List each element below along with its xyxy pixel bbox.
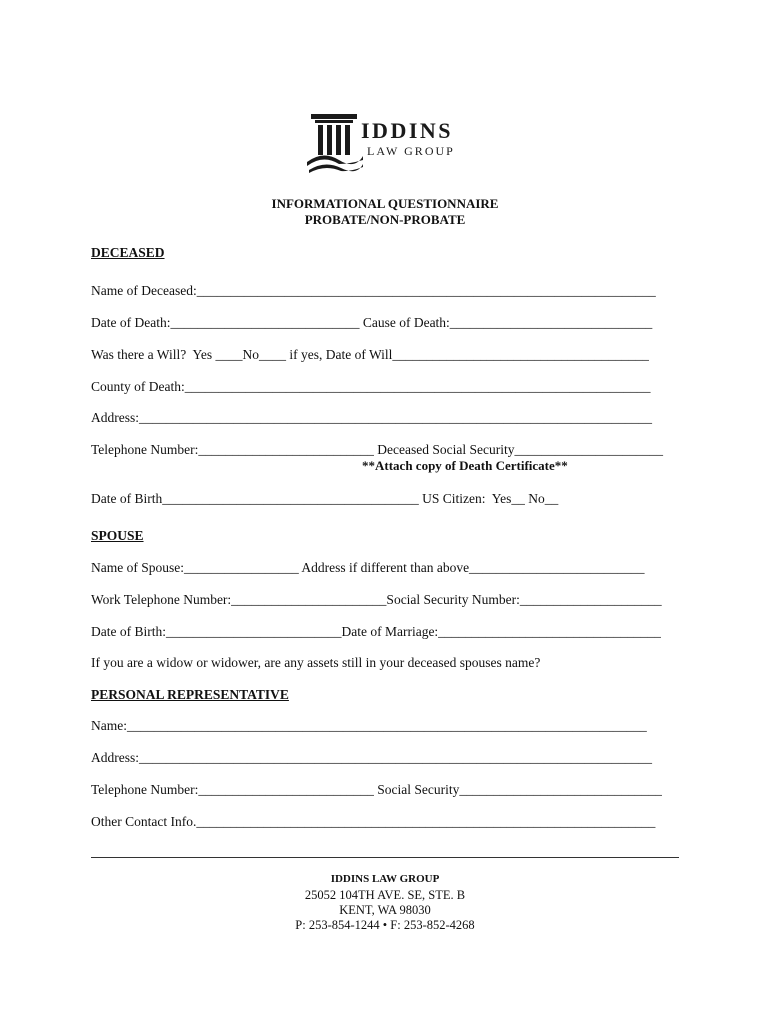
spouse-name-address-field[interactable]: Name of Spouse:_________________ Address if different than above__________________________: [91, 560, 645, 575]
footer-street: 25052 104TH AVE. SE, STE. B: [304, 888, 466, 902]
footer-city: KENT, WA 98030: [339, 903, 431, 917]
deceased-address-field[interactable]: Address:____________________________________________________________________________: [91, 410, 652, 425]
section-spouse-heading: SPOUSE: [91, 528, 144, 543]
attach-certificate-note: **Attach copy of Death Certificate**: [362, 458, 568, 473]
footer-firm-name: IDDINS LAW GROUP: [330, 873, 440, 885]
death-date-cause-field[interactable]: Date of Death:____________________________ Cause of Death:______________________________: [91, 315, 653, 330]
pillar-logo-icon: [305, 110, 365, 180]
logo: [305, 110, 475, 180]
rep-name-field[interactable]: Name:_____________________________________________________________________________: [91, 718, 647, 733]
spouse-work-phone-ssn-field[interactable]: Work Telephone Number:_______________________Social Security Number:_____________________: [91, 592, 662, 607]
rep-phone-ssn-field[interactable]: Telephone Number:__________________________ Social Security______________________________: [91, 782, 662, 797]
page-subtitle: PROBATE/NON-PROBATE: [304, 212, 466, 227]
logo-name: IDDINS: [361, 118, 454, 143]
deceased-name-field[interactable]: Name of Deceased:____________________________________________________________________: [91, 283, 656, 298]
deceased-phone-ssn-field[interactable]: Telephone Number:__________________________ Deceased Social Security______________________: [91, 442, 663, 457]
widow-question: If you are a widow or widower, are any assets still in your deceased spouses name?: [91, 655, 541, 670]
footer-phones: P: 253-854-1244 • F: 253-852-4268: [295, 918, 475, 932]
spouse-dates-field[interactable]: Date of Birth:__________________________Date of Marriage:_________________________________: [91, 624, 661, 639]
will-field[interactable]: Was there a Will? Yes ____No____ if yes, Date of Will______________________________________: [91, 347, 649, 362]
section-representative-heading: PERSONAL REPRESENTATIVE: [91, 687, 289, 702]
section-deceased-heading: DECEASED: [91, 245, 165, 260]
footer-divider: [91, 857, 679, 858]
rep-other-contact-field[interactable]: Other Contact Info.____________________________________________________________________: [91, 814, 656, 829]
logo-subtitle: LAW GROUP: [367, 144, 455, 158]
birth-citizen-field[interactable]: Date of Birth______________________________________ US Citizen: Yes__ No__: [91, 491, 559, 506]
page-title: INFORMATIONAL QUESTIONNAIRE: [271, 196, 499, 211]
county-of-death-field[interactable]: County of Death:_____________________________________________________________________: [91, 379, 651, 394]
rep-address-field[interactable]: Address:____________________________________________________________________________: [91, 750, 652, 765]
